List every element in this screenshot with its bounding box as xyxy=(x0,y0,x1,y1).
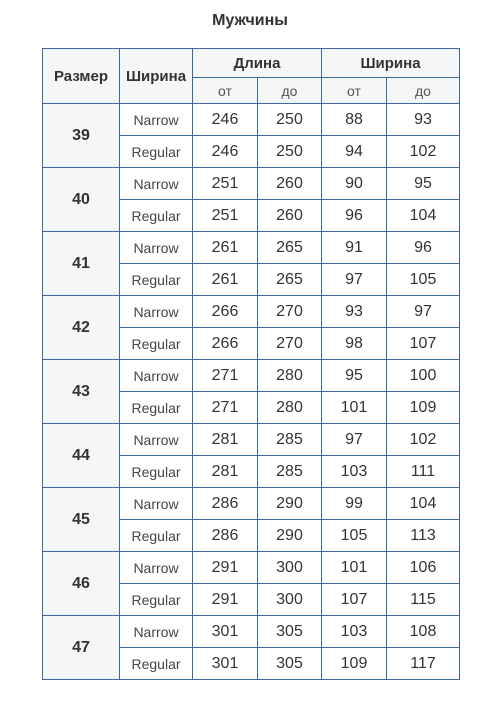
width-from-cell: 101 xyxy=(322,552,387,584)
width-type-cell: Regular xyxy=(120,136,193,168)
width-type-cell: Narrow xyxy=(120,360,193,392)
width-type-cell: Narrow xyxy=(120,232,193,264)
width-to-cell: 104 xyxy=(387,488,460,520)
width-type-cell: Regular xyxy=(120,584,193,616)
length-to-cell: 250 xyxy=(258,104,322,136)
length-to-cell: 285 xyxy=(258,456,322,488)
width-type-cell: Regular xyxy=(120,264,193,296)
width-type-cell: Narrow xyxy=(120,488,193,520)
width-to-cell: 96 xyxy=(387,232,460,264)
width-type-cell: Narrow xyxy=(120,168,193,200)
width-to-cell: 93 xyxy=(387,104,460,136)
length-from-cell: 246 xyxy=(193,136,258,168)
width-from-cell: 91 xyxy=(322,232,387,264)
width-from-cell: 95 xyxy=(322,360,387,392)
width-type-cell: Narrow xyxy=(120,296,193,328)
length-to-cell: 280 xyxy=(258,392,322,424)
table-row xyxy=(43,232,460,264)
length-from-cell: 301 xyxy=(193,616,258,648)
width-from-cell: 97 xyxy=(322,424,387,456)
width-from-cell: 97 xyxy=(322,264,387,296)
table-row xyxy=(43,488,460,520)
table-row xyxy=(43,104,460,136)
width-to-cell: 108 xyxy=(387,616,460,648)
header-length-to: до xyxy=(258,78,322,104)
length-from-cell: 261 xyxy=(193,264,258,296)
width-from-cell: 98 xyxy=(322,328,387,360)
length-from-cell: 266 xyxy=(193,296,258,328)
size-cell: 44 xyxy=(43,424,120,488)
table-row xyxy=(43,616,460,648)
size-cell: 42 xyxy=(43,296,120,360)
width-type-cell: Regular xyxy=(120,200,193,232)
header-length-from: от xyxy=(193,78,258,104)
table-row xyxy=(43,360,460,392)
length-from-cell: 266 xyxy=(193,328,258,360)
length-from-cell: 271 xyxy=(193,360,258,392)
length-to-cell: 250 xyxy=(258,136,322,168)
width-from-cell: 109 xyxy=(322,648,387,680)
length-to-cell: 260 xyxy=(258,168,322,200)
width-from-cell: 93 xyxy=(322,296,387,328)
header-width-from: от xyxy=(322,78,387,104)
width-to-cell: 102 xyxy=(387,136,460,168)
length-to-cell: 270 xyxy=(258,296,322,328)
width-type-cell: Regular xyxy=(120,392,193,424)
table-header xyxy=(43,49,460,104)
width-to-cell: 106 xyxy=(387,552,460,584)
length-from-cell: 261 xyxy=(193,232,258,264)
table-body xyxy=(43,104,460,680)
length-from-cell: 291 xyxy=(193,584,258,616)
size-cell: 39 xyxy=(43,104,120,168)
size-cell: 41 xyxy=(43,232,120,296)
length-from-cell: 286 xyxy=(193,488,258,520)
width-to-cell: 105 xyxy=(387,264,460,296)
width-to-cell: 107 xyxy=(387,328,460,360)
length-to-cell: 305 xyxy=(258,616,322,648)
table-row xyxy=(43,552,460,584)
size-cell: 47 xyxy=(43,616,120,680)
length-from-cell: 281 xyxy=(193,456,258,488)
length-to-cell: 305 xyxy=(258,648,322,680)
length-from-cell: 246 xyxy=(193,104,258,136)
length-to-cell: 285 xyxy=(258,424,322,456)
width-from-cell: 101 xyxy=(322,392,387,424)
size-cell: 43 xyxy=(43,360,120,424)
table-row xyxy=(43,296,460,328)
length-from-cell: 251 xyxy=(193,168,258,200)
width-from-cell: 96 xyxy=(322,200,387,232)
header-width-group: Ширина xyxy=(322,49,460,78)
width-type-cell: Regular xyxy=(120,328,193,360)
width-to-cell: 102 xyxy=(387,424,460,456)
size-cell: 46 xyxy=(43,552,120,616)
length-to-cell: 260 xyxy=(258,200,322,232)
width-from-cell: 103 xyxy=(322,456,387,488)
width-from-cell: 90 xyxy=(322,168,387,200)
width-to-cell: 117 xyxy=(387,648,460,680)
size-cell: 45 xyxy=(43,488,120,552)
table-row xyxy=(43,168,460,200)
length-to-cell: 300 xyxy=(258,552,322,584)
width-type-cell: Regular xyxy=(120,456,193,488)
width-type-cell: Narrow xyxy=(120,552,193,584)
header-length-group: Длина xyxy=(193,49,322,78)
width-type-cell: Narrow xyxy=(120,616,193,648)
width-to-cell: 100 xyxy=(387,360,460,392)
size-chart-table xyxy=(42,48,460,680)
table-row xyxy=(43,424,460,456)
width-to-cell: 95 xyxy=(387,168,460,200)
width-type-cell: Regular xyxy=(120,648,193,680)
length-from-cell: 251 xyxy=(193,200,258,232)
length-to-cell: 280 xyxy=(258,360,322,392)
width-to-cell: 111 xyxy=(387,456,460,488)
length-from-cell: 271 xyxy=(193,392,258,424)
width-to-cell: 104 xyxy=(387,200,460,232)
length-from-cell: 291 xyxy=(193,552,258,584)
width-from-cell: 103 xyxy=(322,616,387,648)
width-type-cell: Narrow xyxy=(120,424,193,456)
header-size: Размер xyxy=(43,49,120,104)
width-to-cell: 115 xyxy=(387,584,460,616)
length-to-cell: 290 xyxy=(258,520,322,552)
header-width-to: до xyxy=(387,78,460,104)
width-type-cell: Regular xyxy=(120,520,193,552)
width-from-cell: 94 xyxy=(322,136,387,168)
width-to-cell: 113 xyxy=(387,520,460,552)
width-from-cell: 105 xyxy=(322,520,387,552)
length-to-cell: 265 xyxy=(258,264,322,296)
width-type-cell: Narrow xyxy=(120,104,193,136)
length-to-cell: 290 xyxy=(258,488,322,520)
width-from-cell: 88 xyxy=(322,104,387,136)
width-from-cell: 107 xyxy=(322,584,387,616)
width-to-cell: 97 xyxy=(387,296,460,328)
length-from-cell: 286 xyxy=(193,520,258,552)
length-to-cell: 300 xyxy=(258,584,322,616)
length-from-cell: 301 xyxy=(193,648,258,680)
length-to-cell: 265 xyxy=(258,232,322,264)
width-to-cell: 109 xyxy=(387,392,460,424)
width-from-cell: 99 xyxy=(322,488,387,520)
length-to-cell: 270 xyxy=(258,328,322,360)
page-title: Мужчины xyxy=(212,12,288,29)
length-from-cell: 281 xyxy=(193,424,258,456)
size-cell: 40 xyxy=(43,168,120,232)
header-width: Ширина xyxy=(120,49,193,104)
